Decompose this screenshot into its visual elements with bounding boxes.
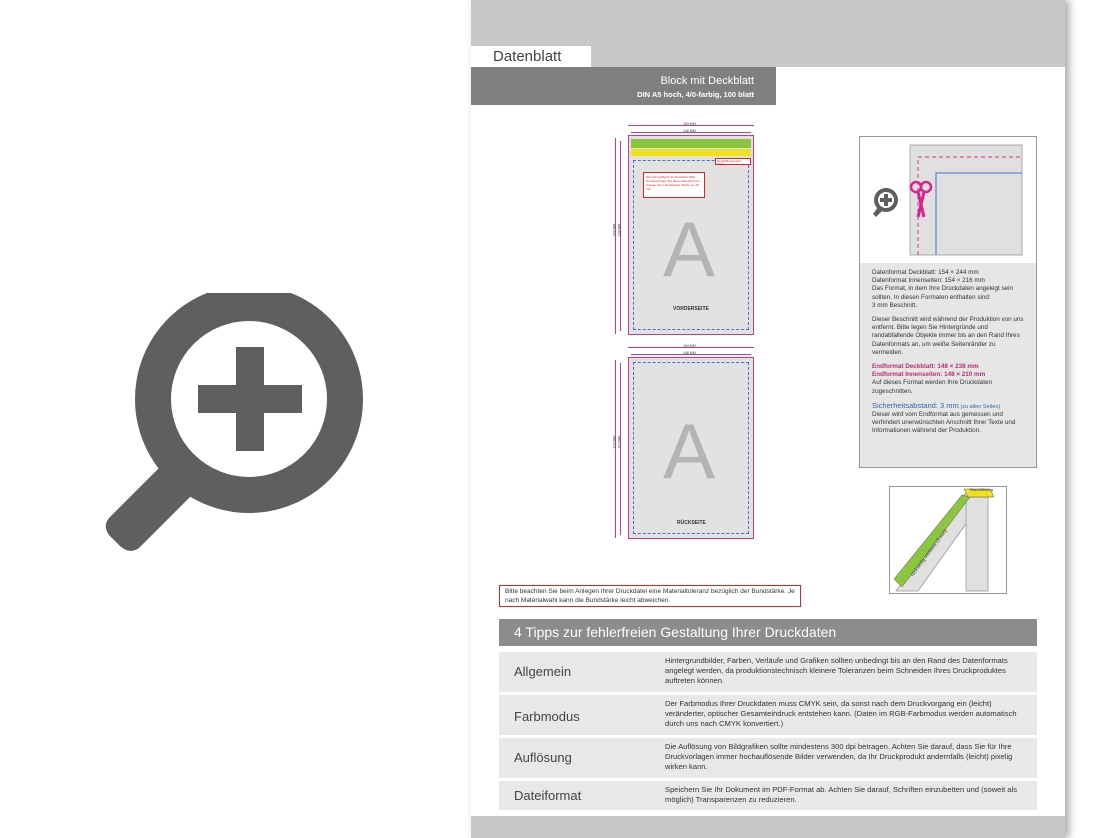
format-info-panel [859,136,1037,468]
info-p3-l3: Auf dieses Format werden Ihre Druckdaten [872,379,993,387]
bleed-detail-image [860,137,1036,263]
info-p1-l3: Das Format, in dem Ihre Druckdaten angelegt sein [872,285,1014,293]
page-top-band [471,0,1065,46]
page-title: Datenblatt [471,46,591,67]
info-p1-l2: Datenformat Innenseiten: 154 × 216 mm [872,277,985,285]
tip-text-farbmodus: Der Farbmodus Ihrer Druckdaten muss CMYK sein, da sonst nach dem Druckvorgang ein (leicht) veränderter, optischer Gesamteindruck entstehen kann. (Daten im RGB-Farbmodus werden automatisch durch uns nach CMYK konvertiert.) [665,699,1017,728]
tip-row [499,695,1037,735]
product-name: Block mit Deckblatt [660,75,754,87]
zoom-in-icon[interactable] [104,293,364,553]
front-note: Gilt nicht gültig für Ihr Deckblatt. Bitte berücksichtigen Sie diesen Bereich beim Anlegen Ihrer Druckdaten. Breite ca. 28 mm. [643,172,705,198]
tip-label-farbmodus: Farbmodus [514,709,580,724]
datasheet-page [471,0,1065,838]
tip-label-allgemein: Allgemein [514,664,572,679]
info-p1-l1: Datenformat Deckblatt: 154 × 244 mm [872,269,979,276]
back-label: RÜCKSEITE [677,520,706,526]
info-p4-l1: Sicherheitsabstand: 3 mm [872,400,959,410]
front-fold-label: Randöffnung (inkl. Naht) [715,158,751,165]
back-sheet [628,357,754,539]
tip-label-dateiformat: Dateiformat [514,788,582,803]
front-sheet [628,135,754,335]
material-tolerance-warning: Bitte beachten Sie beim Anlegen Ihrer Druckdatei eine Materialtoleranz bezüglich der Bundstärke. Je nach Materialwahl kann die Bundstärke leicht abweichen. [499,585,801,607]
page-bottom-band [471,816,1065,838]
info-p4-l1-small: (zu allen Seiten) [960,403,1001,410]
binding-illustration [889,486,1007,594]
info-p3-l4: zugeschnitten. [872,387,913,395]
product-spec: DIN A5 hoch, 4/0-farbig, 100 blatt [637,90,754,99]
info-p2: Dieser Beschnitt wird während der Produktion von uns entfernt. Bitte legen Sie Hintergründe und randabfallende Objekte immer bis an den Rand Ihres Datenformats an, um weiße Seitenränder zu vermeiden. [872,316,1024,356]
back-letter: A [663,407,716,495]
title-band [591,46,1065,67]
front-top-dim-2: 148 MM [683,129,696,133]
tip-text-allgemein: Hintergrundbilder, Farben, Verläufe und Grafiken sollten unbedingt bis an den Rand des Datenformats angelegt werden, da produktionstechnisch kleinere Toleranzen beim Schneiden Ihres Druckproduktes auftreten können. [665,656,1008,685]
back-side-dim-1: 216 MM [612,435,617,449]
product-bar [471,67,776,105]
bleed-detail-graphic [860,137,1036,263]
binding-band-label: rückseitig verleimt (3 mm) [909,528,949,578]
tip-row [499,781,1037,810]
format-info-text [860,263,1036,467]
front-side-dim-1: 244 MM [612,223,617,237]
front-letter: A [663,205,716,293]
info-p3-l1: Endformat Deckblatt: 148 × 238 mm [872,363,979,371]
binding-strip-label: Randöffnung [970,487,993,492]
small-zoom-icon[interactable] [873,190,896,217]
info-p1-l4: sollten. In diesen Formaten enthalten sind: [872,293,991,301]
info-p3-l2: Endformat Innenseiten: 148 × 210 mm [872,371,986,379]
tip-text-dateiformat: Speichern Sie Ihr Dokument im PDF-Format ab. Achten Sie darauf, Schriften einzubetten und (soweit als möglich) Transparenzen zu reduzieren. [665,785,1018,804]
binding-graphic [890,487,1006,593]
info-p1-l5: 3 mm Beschnitt. [872,301,918,309]
info-p4-rest: Dieser wird vom Endformat aus gemessen und verhindert unerwünschten Anschnitt Ihrer Texte und Informationen während der Produktion. [872,411,1016,435]
front-diagram [606,122,766,342]
tip-row [499,652,1037,692]
back-top-dim-1: 154 MM [683,344,696,348]
front-side-dim-2: 238 MM [617,223,622,237]
back-side-dim-2: 210 MM [617,435,622,449]
tip-text-aufloesung: Die Auflösung von Bildgrafiken sollte mindestens 300 dpi betragen. Achten Sie darauf, dass Sie für Ihre Druckvorlagen immer hochauflösende Bilder verwenden, da Ihr Druckprodukt andernfalls (leicht) pixelig wirken kann. [665,742,1013,771]
tip-label-aufloesung: Auflösung [514,750,572,765]
front-top-dim-1: 154 MM [683,122,696,126]
front-label: VORDERSEITE [673,306,709,312]
tips-title: 4 Tipps zur fehlerfreien Gestaltung Ihrer Druckdaten [499,619,1037,646]
tip-row [499,738,1037,778]
back-top-dim-2: 148 MM [683,351,696,355]
back-diagram [606,344,766,544]
